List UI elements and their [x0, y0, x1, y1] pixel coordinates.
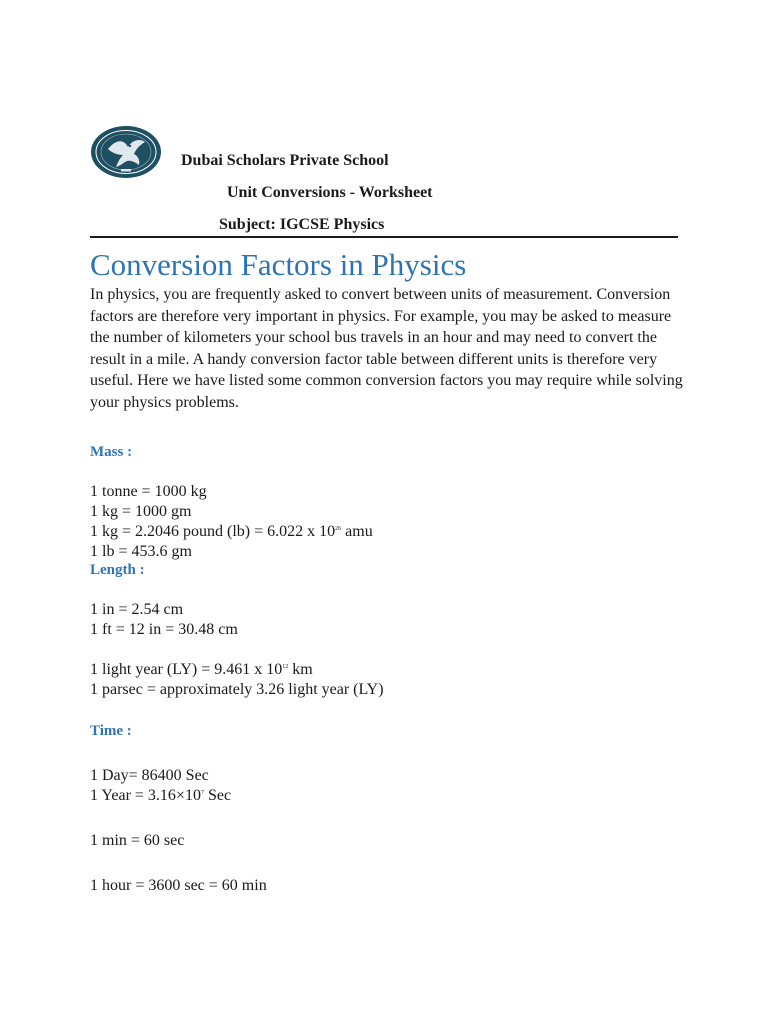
time-line-1: 1 Day= 86400 Sec: [90, 767, 209, 784]
mass-line-2: 1 kg = 1000 gm: [90, 503, 192, 520]
time-line-2-unit: Sec: [203, 787, 232, 804]
intro-paragraph: In physics, you are frequently asked to convert between units of measurement. Conversion factors are therefore very important in physics. For example, you may be asked to measure the number of kilometers your school bus travels in an hour and may need to convert the result in a mile. A handy conversion factor table between different units is therefore very useful. Here we have listed some common conversion factors you may require while solving your physics problems.: [90, 286, 683, 411]
length-line-3-base: 1 light year (LY) = 9.461 x 10: [90, 661, 283, 678]
time-line-2-exponent: 7: [200, 790, 204, 796]
time-heading: Time :: [90, 723, 132, 739]
mass-line-3: [90, 523, 373, 541]
eagle-crest-icon: [90, 125, 162, 179]
worksheet-title: Unit Conversions - Worksheet: [227, 184, 433, 201]
page-title: Conversion Factors in Physics: [90, 247, 467, 282]
length-line-2: 1 ft = 12 in = 30.48 cm: [90, 621, 238, 638]
mass-line-3-exponent: 26: [335, 526, 342, 532]
mass-line-3-base: 1 kg = 2.2046 pound (lb) = 6.022 x 10: [90, 523, 336, 540]
length-line-3: [90, 661, 313, 679]
mass-line-3-unit: amu: [341, 523, 373, 540]
time-line-4: 1 hour = 3600 sec = 60 min: [90, 877, 267, 894]
mass-line-1: 1 tonne = 1000 kg: [90, 483, 207, 500]
header-divider: [90, 236, 678, 238]
length-line-3-unit: km: [288, 661, 313, 678]
length-line-4: 1 parsec = approximately 3.26 light year (LY): [90, 681, 384, 698]
school-name: Dubai Scholars Private School: [181, 152, 389, 169]
length-line-1: 1 in = 2.54 cm: [90, 601, 184, 618]
time-line-3: 1 min = 60 sec: [90, 832, 185, 849]
length-line-3-exponent: 12: [282, 664, 289, 670]
time-line-2: [90, 787, 231, 805]
mass-heading: Mass :: [90, 444, 133, 460]
subject-line: Subject: IGCSE Physics: [219, 216, 385, 233]
time-line-2-base: 1 Year = 3.16×10: [90, 787, 201, 804]
mass-line-4: 1 lb = 453.6 gm: [90, 543, 192, 560]
length-heading: Length :: [90, 562, 145, 578]
